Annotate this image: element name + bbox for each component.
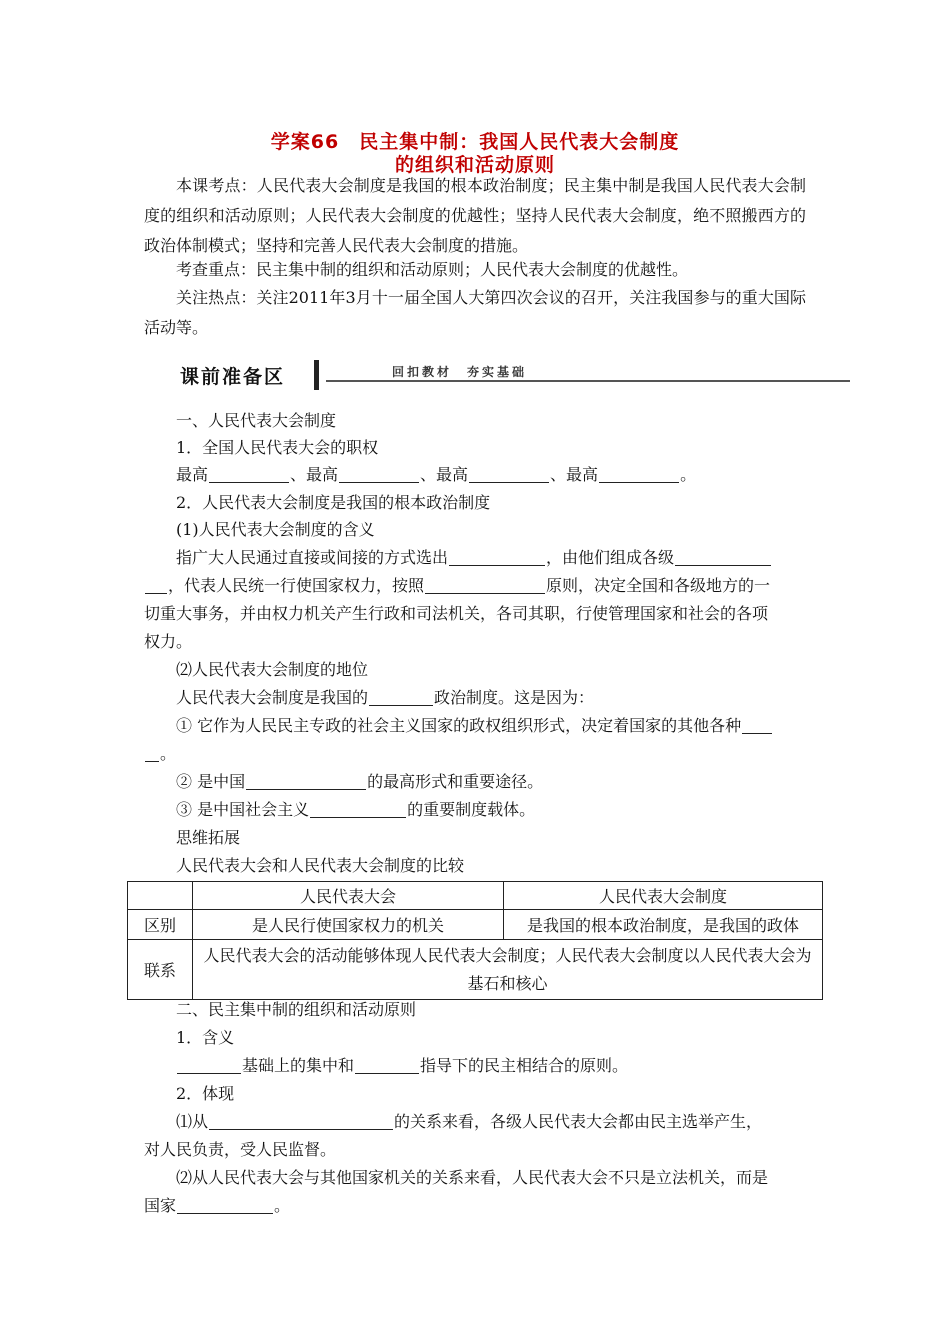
p1-text-d: 原则，决定全国和各级地方的一 xyxy=(546,576,771,595)
banner-title: 课前准备区 xyxy=(180,366,286,388)
row-label-diff: 区别 xyxy=(128,910,193,940)
table-header-npc: 人民代表大会 xyxy=(193,882,504,910)
p2-text-b: 政治制度。这是因为： xyxy=(434,688,595,707)
cell-link: 人民代表大会的活动能够体现人民代表大会制度；人民代表大会制度以人民代表大会为基石和核心 xyxy=(193,940,823,1000)
p1-line4: 权力。 xyxy=(144,632,193,651)
section2-heading: 二、民主集中制的组织和活动原则 xyxy=(176,1000,417,1019)
document-title-line2: 的组织和活动原则 xyxy=(394,154,555,176)
table-row xyxy=(128,882,823,910)
blank xyxy=(145,760,159,762)
reason-2-text-a: ② 是中国 xyxy=(176,772,246,791)
table-header-corner xyxy=(128,882,193,910)
blank xyxy=(339,481,419,483)
blank xyxy=(675,564,771,566)
banner-subtitle: 回扣教材 夯实基础 xyxy=(392,365,528,379)
reason-3-text-b: 的重要制度载体。 xyxy=(407,800,536,819)
section1-sub2: 2．人民代表大会制度是我国的根本政治制度 xyxy=(176,493,491,512)
reason-1-end xyxy=(144,741,810,767)
expand-label: 思维拓展 xyxy=(176,828,241,847)
definition-line xyxy=(144,1053,842,1079)
p2-text-a: 人民代表大会制度是我国的 xyxy=(176,688,369,707)
embody-2-text-b: 国家 xyxy=(144,1196,177,1215)
power-label-3: 、最高 xyxy=(420,465,469,484)
section1-sub1: 1．全国人民代表大会的职权 xyxy=(176,438,379,457)
section2-sub2: 2．体现 xyxy=(176,1084,235,1103)
table-row xyxy=(128,910,823,940)
p2-line1 xyxy=(144,685,842,711)
reason-3 xyxy=(144,797,842,823)
reason-1-text: ① 它作为人民民主专政的社会主义国家的政权组织形式，决定着国家的其他各种 xyxy=(176,716,742,735)
reason-1 xyxy=(144,713,842,739)
blank xyxy=(145,592,167,594)
power-label-2: 、最高 xyxy=(290,465,339,484)
embody-1-text-a: ⑴从 xyxy=(176,1112,209,1131)
p1-line3: 切重大事务，并由权力机关产生行政和司法机关，各司其职，行使管理国家和社会的各项 xyxy=(144,604,769,623)
intro-redian: 关注热点：关注2011年3月十一届全国人大第四次会议的召开，关注我国参与的重大国际活动等。 xyxy=(144,288,806,337)
section-banner xyxy=(180,360,850,396)
power-end: 。 xyxy=(680,465,697,484)
compare-title: 人民代表大会和人民代表大会制度的比较 xyxy=(176,856,465,875)
comparison-table xyxy=(127,881,823,1000)
banner-rule xyxy=(326,380,850,382)
cell-diff-npc: 是人民行使国家权力的机关 xyxy=(193,910,504,940)
embody-1-cont: 对人民负责，受人民监督。 xyxy=(144,1140,337,1159)
p1-text-b: ，由他们组成各级 xyxy=(546,548,675,567)
blank xyxy=(369,704,433,706)
cell-diff-system: 是我国的根本政治制度，是我国的政体 xyxy=(504,910,823,940)
embody-1-text-b: 的关系来看，各级人民代表大会都由民主选举产生， xyxy=(394,1112,763,1131)
p1-text-c: ，代表人民统一行使国家权力，按照 xyxy=(168,576,425,595)
embody-2-text-c: 。 xyxy=(274,1196,291,1215)
blank xyxy=(425,592,545,594)
blank xyxy=(177,1212,273,1214)
blank xyxy=(310,816,406,818)
blank xyxy=(209,481,289,483)
banner-divider xyxy=(314,360,319,390)
reason-3-text-a: ③ 是中国社会主义 xyxy=(176,800,310,819)
section1-heading: 一、人民代表大会制度 xyxy=(176,411,337,430)
p1-text-a: 指广大人民通过直接或间接的方式选出 xyxy=(176,548,449,567)
table-row xyxy=(128,940,823,1000)
table-header-system: 人民代表大会制度 xyxy=(504,882,823,910)
power-label-4: 、最高 xyxy=(550,465,599,484)
embody-2-cont xyxy=(144,1193,810,1219)
reason-2 xyxy=(144,769,842,795)
p1-line2 xyxy=(144,573,810,599)
document-title-line1: 学案66 民主集中制：我国人民代表大会制度 xyxy=(270,131,680,153)
intro-zhongdian: 考查重点：民主集中制的组织和活动原则；人民代表大会制度的优越性。 xyxy=(176,260,689,279)
power-label-1: 最高 xyxy=(176,465,209,484)
blank xyxy=(449,564,545,566)
intro-kaodian: 本课考点：人民代表大会制度是我国的根本政治制度；民主集中制是我国人民代表大会制度的组织和活动原则；人民代表大会制度的优越性；坚持人民代表大会制度，绝不照搬西方的政治体制模式；坚持和完善人民代表大会制度的措施。 xyxy=(144,176,806,255)
blank xyxy=(599,481,679,483)
p1-heading: (1)人民代表大会制度的含义 xyxy=(176,520,375,539)
definition-text-b: 指导下的民主相结合的原则。 xyxy=(420,1056,629,1075)
p1-line1 xyxy=(144,545,842,571)
embody-1 xyxy=(144,1109,842,1135)
section2-sub1: 1．含义 xyxy=(176,1028,235,1047)
powers-line xyxy=(144,462,842,488)
blank xyxy=(469,481,549,483)
blank xyxy=(177,1072,241,1074)
p2-heading: ⑵人民代表大会制度的地位 xyxy=(176,660,369,679)
blank xyxy=(246,788,366,790)
reason-2-text-b: 的最高形式和重要途径。 xyxy=(367,772,544,791)
blank xyxy=(355,1072,419,1074)
reason-1-end-text: 。 xyxy=(160,744,177,763)
definition-text-a: 基础上的集中和 xyxy=(242,1056,355,1075)
blank xyxy=(209,1128,393,1130)
row-label-link: 联系 xyxy=(128,940,193,1000)
blank xyxy=(742,732,772,734)
embody-2: ⑵从人民代表大会与其他国家机关的关系来看，人民代表大会不只是立法机关，而是 xyxy=(176,1168,769,1187)
